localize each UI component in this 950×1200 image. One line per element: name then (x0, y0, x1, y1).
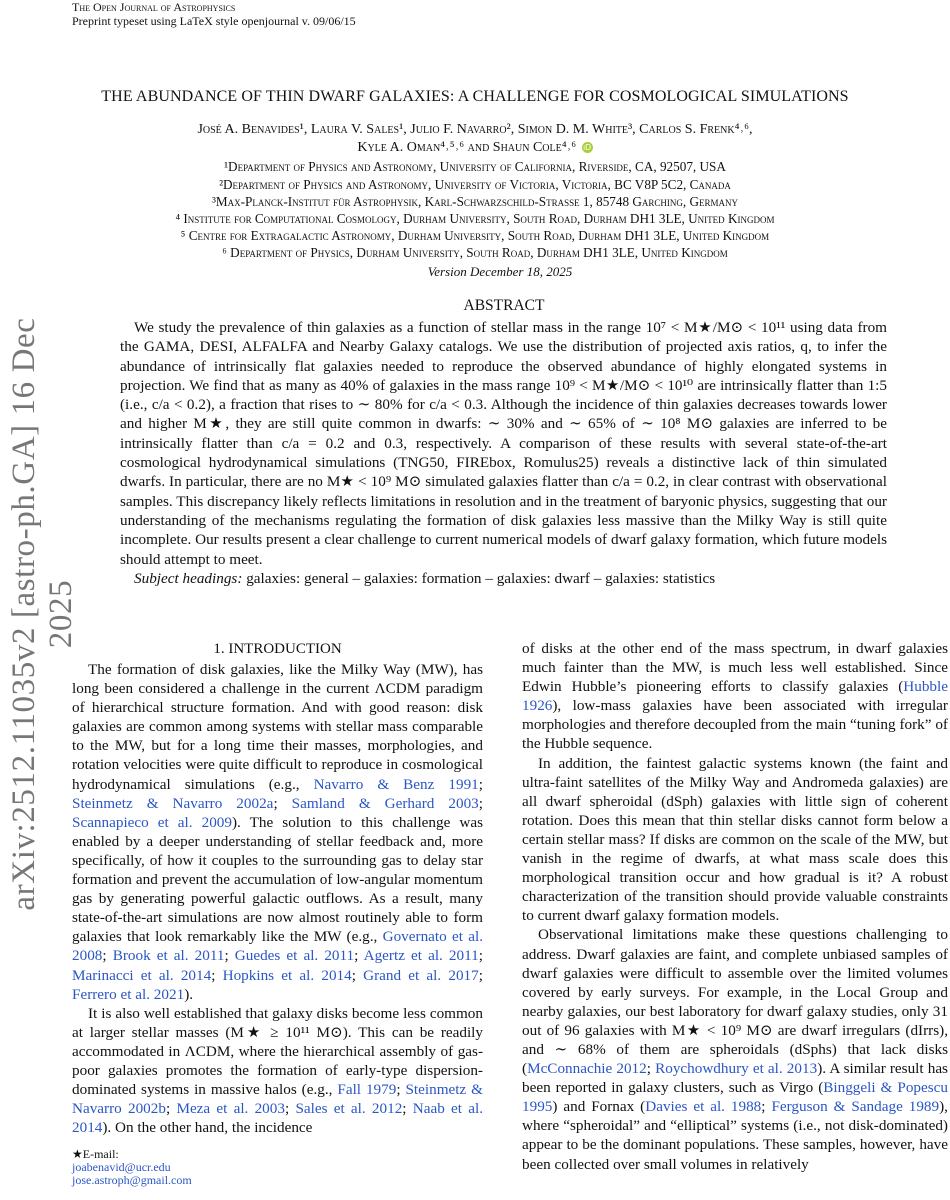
citation-link[interactable]: Governato et al. 2008 (72, 928, 483, 965)
email-link-1[interactable]: joabenavid@ucr.edu (72, 1159, 171, 1174)
text-span: ). (184, 985, 194, 1003)
author-list-line-1 (0, 121, 950, 139)
subject-label: Subject headings: (134, 569, 243, 587)
text-span: Observational limitations make these questions challenging to address. Dwarf galaxies are faint, and complete unbiased samples of dwarf galaxies were difficult to assemble over the limited volumes covered by early surveys. For example, in the Local Group and nearby galaxies, our best laboratory for dwarf galaxy studies, only 31 out of 96 galaxies with M★ < 10⁹ M⊙ are dwarf irregulars (dIrrs), and ∼ 68% of them are spheroidals (dSphs) that lack disks ( (522, 926, 948, 1078)
intro-paragraph-5: Observational limitations make these questions challenging to address. Dwarf galaxies are faint, and complete unbiased samples of dwarf galaxies were difficult to assemble over the limited volumes covered by early surveys. For example, in the Local Group and nearby galaxies, our best laboratory for dwarf galaxy studies, only 31 out of 96 galaxies with M★ < 10⁹ M⊙ are dwarf irregulars (dIrrs), and ∼ 68% of them are spheroidals (dSphs) that lack disks (McConnachie 2012; Roychowdhury et al. 2013). A similar result has been reported in galaxy clusters, such as Virgo (Binggeli & Popescu 1995) and Fornax (Davies et al. 1988; Ferguson & Sandage 1989), where “spheroidal” and “elliptical” systems (i.e., not disk-dominated) appear to be the dominant populations. These samples, however, have been collected over small volumes in relatively (522, 926, 948, 1173)
citation-link[interactable]: Ferguson & Sandage 1989 (771, 1098, 940, 1116)
citation-link[interactable]: Hopkins et al. 2014 (222, 966, 352, 984)
citation-link[interactable]: McConnachie 2012 (527, 1060, 647, 1078)
right-column (522, 639, 948, 1174)
paper-title: THE ABUNDANCE OF THIN DWARF GALAXIES: A CHALLENGE FOR COSMOLOGICAL SIMULATIONS (101, 88, 849, 105)
orcid-icon[interactable]: iD (583, 143, 592, 152)
affiliation-3: ³Max-Planck-Institut für Astrophysik, Karl-Schwarzschild-Straße 1, 85748 Garching, Germany (211, 194, 739, 209)
affiliation-6: ⁶ Department of Physics, Durham University, South Road, Durham DH1 3LE, United Kingdom (222, 245, 728, 260)
citation-link[interactable]: Hubble 1926 (522, 678, 948, 715)
abstract (120, 318, 887, 588)
section-heading-introduction: 1. INTRODUCTION (213, 641, 342, 657)
version-date: Version December 18, 2025 (427, 264, 573, 279)
journal-name: The Open Journal of Astrophysics (72, 0, 236, 14)
citation-link[interactable]: Steinmetz & Navarro 2002b (72, 1081, 483, 1118)
citation-link[interactable]: Scannapieco et al. 2009 (72, 813, 232, 831)
affiliation-5: ⁵ Centre for Extragalactic Astronomy, Durham University, South Road, Durham DH1 3LE, United Kingdom (180, 228, 770, 243)
subject-text: galaxies: general – galaxies: formation – galaxies: dwarf – galaxies: statistics (242, 569, 716, 587)
text-span: ). On the other hand, the incidence (102, 1119, 313, 1137)
citation-link[interactable]: Brook et al. 2011 (112, 947, 225, 965)
citation-link[interactable]: Agertz et al. 2011 (363, 947, 479, 965)
arxiv-identifier[interactable]: arXiv:2512.11035v2 [astro-ph.GA] 16 Dec 2025 (6, 317, 79, 911)
intro-paragraph-1: The formation of disk galaxies, like the Milky Way (MW), has long been considered a challenge in the current ΛCDM paradigm of hierarchical structure formation. And with good reason: disk galaxies are common among systems with stellar mass comparable to the MW, but for a long time their masses, morphologies, and rotation velocities were quite difficult to reproduce in cosmological hydrodynamical simulations (e.g., Navarro & Benz 1991; Steinmetz & Navarro 2002a; Samland & Gerhard 2003; Scannapieco et al. 2009). The solution to this challenge was enabled by a deeper understanding of stellar feedback and, more specifically, of how it couples to the surrounding gas to delay star formation and prevent the accumulation of low-angular momentum gas by generating powerful galactic outflows. As a result, many state-of-the-art simulations are now almost routinely able to form galaxies that look remarkably like the MW (e.g., Governato et al. 2008; Brook et al. 2011; Guedes et al. 2011; Agertz et al. 2011; Marinacci et al. 2014; Hopkins et al. 2014; Grand et al. 2017; Ferrero et al. 2021). (72, 661, 484, 1003)
intro-paragraph-4: In addition, the faintest galactic systems known (the faint and ultra-faint satellites of the Milky Way and Andromeda galaxies) are all dwarf spheroidal (dSph) galaxies with little sign of coherent rotation. Does this mean that thin stellar disks cannot form below a certain stellar mass? If disks are common on the scale of the MW, but vanish in the regime of dwarfs, at what mass scale does this morphological transition occur and how gradual is it? A robust characterization of the transition should provide valuable constraints to current dwarf galaxy formation models. (522, 754, 948, 925)
abstract-heading: ABSTRACT (463, 297, 545, 314)
authors-text-1: José A. Benavides¹, Laura V. Sales¹, Julio F. Navarro², Simon D. M. White³, Carlos S. Frenk⁴˒⁶, (197, 122, 753, 137)
affiliation-4: ⁴ Institute for Computational Cosmology, Durham University, South Road, Durham DH1 3LE, United Kingdom (175, 211, 775, 226)
citation-link[interactable]: Guedes et al. 2011 (234, 947, 355, 965)
citation-link[interactable]: Ferrero et al. 2021 (72, 985, 185, 1003)
citation-link[interactable]: Meza et al. 2003 (176, 1100, 285, 1118)
abstract-text: We study the prevalence of thin galaxies as a function of stellar mass in the range 10⁷ < M★/M⊙ < 10¹¹ using data from the GAMA, DESI, ALFALFA and Nearby Galaxy catalogs. We use the distribution of projected axis ratios, q, to infer the abundance of intrinsically flat galaxies needed to reproduce the observed abundance of highly elongated systems in projection. We find that as many as 40% of galaxies in the mass range 10⁹ < M★/M⊙ < 10¹⁰ are intrinsically flatter than 1:5 (i.e., c/a < 0.2), a fraction that rises to ∼ 80% for c/a < 0.3. Although the incidence of thin galaxies decreases towards lower and higher M★, they are still quite common in dwarfs: ∼ 30% and ∼ 65% of ∼ 10⁸ M⊙ galaxies are inferred to be intrinsically flatter than c/a = 0.2 and 0.3, respectively. A comparison of these results with several state-of-the-art cosmological hydrodynamical simulations (TNG50, FIREbox, Romulus25) reveals a distinctive lack of thin simulated dwarfs. In particular, there are no M★ < 10⁹ M⊙ simulated galaxies flatter than c/a = 0.2, in clear contrast with observational samples. This discrepancy likely reflects limitations in resolution and in the treatment of baryonic physics, suggesting that our understanding of the mechanisms regulating the formation of disk galaxies less massive than the Milky Way is still quite incomplete. Our results present a clear challenge to current numerical models of dwarf galaxy formation, which future models should attempt to meet. (120, 319, 887, 568)
text-span: ), low-mass galaxies have been associated with irregular morphologies and therefore decoupled from the main “tuning fork” of the Hubble sequence. (522, 697, 948, 753)
text-span: It is also well established that galaxy disks become less common at larger stellar masses (M★ ≥ 10¹¹ M⊙). This can be readily accommodated in ΛCDM, where the hierarchical assembly of gas-poor galaxies promotes the formation of early-type dispersion-dominated systems in massive halos (e.g., (72, 1004, 483, 1099)
email-link-2[interactable]: jose.astroph@gmail.com (72, 1172, 192, 1187)
affiliation-1: ¹Department of Physics and Astronomy, University of California, Riverside, CA, 92507, USA (224, 159, 726, 174)
footnote-label: ★E-mail: (72, 1147, 119, 1161)
preprint-note: Preprint typeset using LaTeX style openjournal v. 09/06/15 (72, 14, 356, 28)
subject-headings (120, 569, 887, 588)
citation-link[interactable]: Naab et al. 2014 (72, 1100, 483, 1137)
affiliation-2: ²Department of Physics and Astronomy, University of Victoria, Victoria, BC V8P 5C2, Canada (219, 177, 731, 192)
citation-link[interactable]: Davies et al. 1988 (645, 1098, 762, 1116)
intro-paragraph-3 (522, 639, 948, 754)
citation-link[interactable]: Marinacci et al. 2014 (72, 966, 212, 984)
text-span: ). A similar result has been reported in galaxy clusters, such as Virgo ( (522, 1060, 948, 1097)
citation-link[interactable]: Steinmetz & Navarro 2002a (72, 794, 274, 812)
text-span: ). The solution to this challenge was enabled by a deeper understanding of stellar feedback and, more specifically, of how it couples to the surrounding gas to delay star formation and prevent the accumulation of low-angular momentum gas by generating powerful galactic outflows. As a result, many state-of-the-art simulations are now almost routinely able to form galaxies that look remarkably like the MW (e.g., (72, 813, 483, 946)
text-span: of disks at the other end of the mass spectrum, in dwarf galaxies much fainter than the MW, is much less well established. Since Edwin Hubble’s pioneering efforts to classify galaxies ( (522, 640, 948, 696)
citation-link[interactable]: Binggeli & Popescu 1995 (522, 1079, 948, 1116)
citation-link[interactable]: Fall 1979 (337, 1081, 397, 1099)
citation-link[interactable]: Navarro & Benz 1991 (313, 775, 479, 793)
author-list-line-2 (0, 139, 950, 157)
intro-paragraph-2: It is also well established that galaxy disks become less common at larger stellar masses (M★ ≥ 10¹¹ M⊙). This can be readily accommodated in ΛCDM, where the hierarchical assembly of gas-poor galaxies promotes the formation of early-type dispersion-dominated systems in massive halos (e.g., Fall 1979; Steinmetz & Navarro 2002b; Meza et al. 2003; Sales et al. 2012; Naab et al. 2014). On the other hand, the incidence (72, 1004, 483, 1137)
citation-link[interactable]: Samland & Gerhard 2003 (291, 794, 479, 812)
text-span: ) and Fornax ( (552, 1098, 646, 1116)
text-span: The formation of disk galaxies, like the Milky Way (MW), has long been considered a challenge in the current ΛCDM paradigm of hierarchical structure formation. And with good reason: disk galaxies are common among systems with stellar mass comparable to the MW, but for a long time their masses, morphologies, and rotation velocities were quite difficult to reproduce in cosmological hydrodynamical simulations (e.g., (72, 661, 483, 793)
citation-link[interactable]: Grand et al. 2017 (363, 966, 479, 984)
footnote (72, 1148, 192, 1186)
left-column (72, 660, 483, 1137)
citation-link[interactable]: Roychowdhury et al. 2013 (655, 1060, 818, 1078)
authors-text-2: Kyle A. Oman⁴˒⁵˒⁶ and Shaun Cole⁴˒⁶ (357, 140, 577, 155)
journal-header (72, 0, 356, 28)
text-span: ), where “spheroidal” and “elliptical” systems (i.e., not disk-dominated) appear to be the dominant populations. These samples, however, have been collected over small volumes in relatively (522, 1098, 948, 1173)
citation-link[interactable]: Sales et al. 2012 (295, 1100, 403, 1118)
